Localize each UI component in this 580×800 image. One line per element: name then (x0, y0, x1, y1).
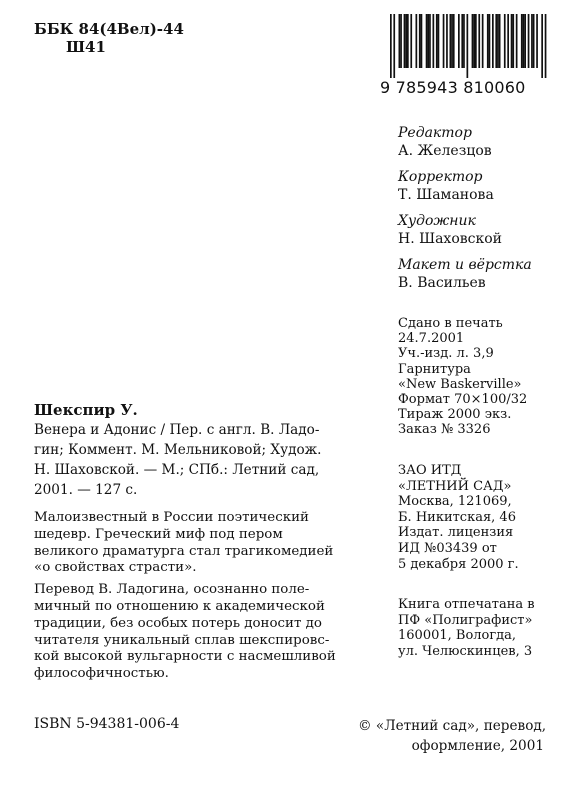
catalog-card (34, 400, 374, 683)
copyright-line: оформление, 2001 (411, 738, 544, 754)
credits-list (398, 124, 568, 300)
biblio-line: Н. Шаховской. — М.; СПб.: Летний сад, (34, 462, 320, 478)
translation-line: мичный по отношению к академической (34, 598, 325, 614)
barcode-bar (467, 14, 469, 78)
translation-line: кой высокой вульгарности с насмешливой (34, 649, 336, 665)
publisher-line: 5 декабря 2000 г. (398, 556, 519, 572)
credit-role: Редактор (398, 125, 472, 141)
summary-line: великого драматурга стал трагикомедией (34, 543, 334, 559)
translation-line: читателя уникальный сплав шекспировс- (34, 632, 330, 648)
barcode-bar (453, 14, 455, 68)
barcode-bar (399, 14, 401, 68)
isbn-barcode (380, 14, 556, 96)
barcode-bar (436, 14, 438, 68)
barcode-bar (427, 14, 429, 68)
isbn-number: ISBN 5-94381-006-4 (34, 716, 180, 732)
spec-line: «New Baskerville» (398, 376, 522, 392)
bibliographic-description (34, 420, 374, 500)
biblio-line: 2001. — 127 с. (34, 482, 138, 498)
barcode-bar (533, 14, 535, 68)
barcode-bar (421, 14, 423, 68)
credit-layout (398, 256, 568, 292)
copyright-notice (358, 716, 547, 756)
barcode-bar (426, 14, 428, 68)
credit-role: Корректор (398, 169, 483, 185)
barcode-bar (473, 14, 475, 68)
barcode-bar (433, 14, 435, 68)
printer-line: Книга отпечатана в (398, 597, 535, 612)
print-specs (398, 316, 568, 438)
barcode-bar (516, 14, 518, 68)
barcode-bar (489, 14, 491, 68)
barcode-bar (438, 14, 440, 68)
barcode-bar (512, 14, 514, 68)
barcode-bar (511, 14, 513, 68)
spec-line: Гарнитура (398, 361, 471, 377)
barcode-bar (461, 14, 463, 68)
barcode-bar (419, 14, 421, 68)
barcode-bar (443, 14, 445, 68)
barcode-bar (487, 14, 489, 68)
barcode-bar (524, 14, 526, 68)
credit-name: Н. Шаховской (398, 231, 502, 247)
publisher-line: «ЛЕТНИЙ САД» (398, 478, 512, 494)
printer-line: ПФ «Полиграфист» (398, 612, 533, 628)
barcode-bar (393, 14, 395, 78)
barcode-bar (545, 14, 547, 78)
printer-line: ул. Челюскинцев, 3 (398, 643, 533, 659)
barcode-bar (492, 14, 494, 68)
barcode-bar (390, 14, 392, 78)
publisher-line: Москва, 121069, (398, 494, 512, 510)
barcode-bar (531, 14, 533, 68)
spec-line: Заказ № 3326 (398, 422, 491, 438)
annotation-translation (34, 582, 374, 683)
barcode-bar (507, 14, 509, 68)
barcode-bar (482, 14, 484, 68)
biblio-line: гин; Коммент. М. Мельниковой; Худож. (34, 442, 322, 458)
barcode-bar (400, 14, 402, 68)
barcode-bar (478, 14, 480, 68)
spec-line: Уч.-изд. л. 3,9 (398, 346, 494, 362)
summary-line: «о свойствах страсти». (34, 560, 197, 576)
spec-line: Сдано в печать (398, 316, 503, 331)
spec-line: Тираж 2000 экз. (398, 407, 512, 423)
barcode-bar (497, 14, 499, 68)
translation-line: Перевод В. Ладогина, осознанно поле- (34, 582, 310, 598)
barcode-bar (416, 14, 418, 68)
summary-line: шедевр. Греческий миф под пером (34, 526, 283, 542)
credit-artist (398, 212, 568, 248)
author-mark: Ш41 (66, 38, 106, 56)
translation-line: философичностью. (34, 666, 169, 682)
credit-role: Макет и вёрстка (398, 257, 532, 273)
translation-line: традиции, без особых потерь доносит до (34, 615, 322, 631)
publisher-info (398, 463, 568, 572)
barcode-bar (472, 14, 474, 68)
catalog-author: Шекспир У. (34, 401, 138, 419)
barcode-bar (404, 14, 406, 68)
barcode-bar (446, 14, 448, 68)
credit-name: А. Железцов (398, 143, 492, 159)
barcode-bars (380, 14, 556, 78)
copyright-line: © «Летний сад», перевод, (358, 718, 547, 734)
barcode-bar (429, 14, 431, 68)
barcode-bar (521, 14, 523, 68)
barcode-digits: 9 785943 810060 (380, 78, 526, 97)
spec-line: Формат 70×100/32 (398, 392, 528, 408)
barcode-bar (504, 14, 506, 68)
printer-info (398, 597, 568, 659)
barcode-bar (541, 14, 543, 78)
publisher-line: ИД №03439 от (398, 540, 497, 556)
credit-name: Т. Шаманова (398, 187, 494, 203)
biblio-line: Венера и Адонис / Пер. с англ. В. Ладо- (34, 422, 320, 438)
barcode-bar (450, 14, 452, 68)
barcode-bar (528, 14, 530, 68)
barcode-bar (463, 14, 465, 68)
barcode-bar (410, 14, 412, 68)
annotation-summary (34, 510, 374, 577)
barcode-bar (499, 14, 501, 68)
barcode-bar (475, 14, 477, 68)
summary-line: Малоизвестный в России поэтический (34, 510, 309, 525)
publisher-line: Б. Никитская, 46 (398, 509, 516, 525)
barcode-bar (451, 14, 453, 68)
bbk-classification (34, 20, 184, 56)
credit-proofreader (398, 168, 568, 204)
credit-editor (398, 124, 568, 160)
publisher-line: Издат. лицензия (398, 525, 514, 541)
barcode-bar (536, 14, 538, 68)
barcode-bar (523, 14, 525, 68)
barcode-bar (495, 14, 497, 68)
printer-line: 160001, Вологда, (398, 628, 517, 644)
credit-name: В. Васильев (398, 275, 486, 291)
spec-line: 24.7.2001 (398, 331, 465, 347)
credit-role: Художник (398, 213, 476, 229)
barcode-bar (405, 14, 407, 68)
publisher-line: ЗАО ИТД (398, 463, 462, 478)
barcode-bar (458, 14, 460, 68)
barcode-bar (407, 14, 409, 68)
bbk-code: ББК 84(4Вел)-44 (34, 20, 184, 38)
